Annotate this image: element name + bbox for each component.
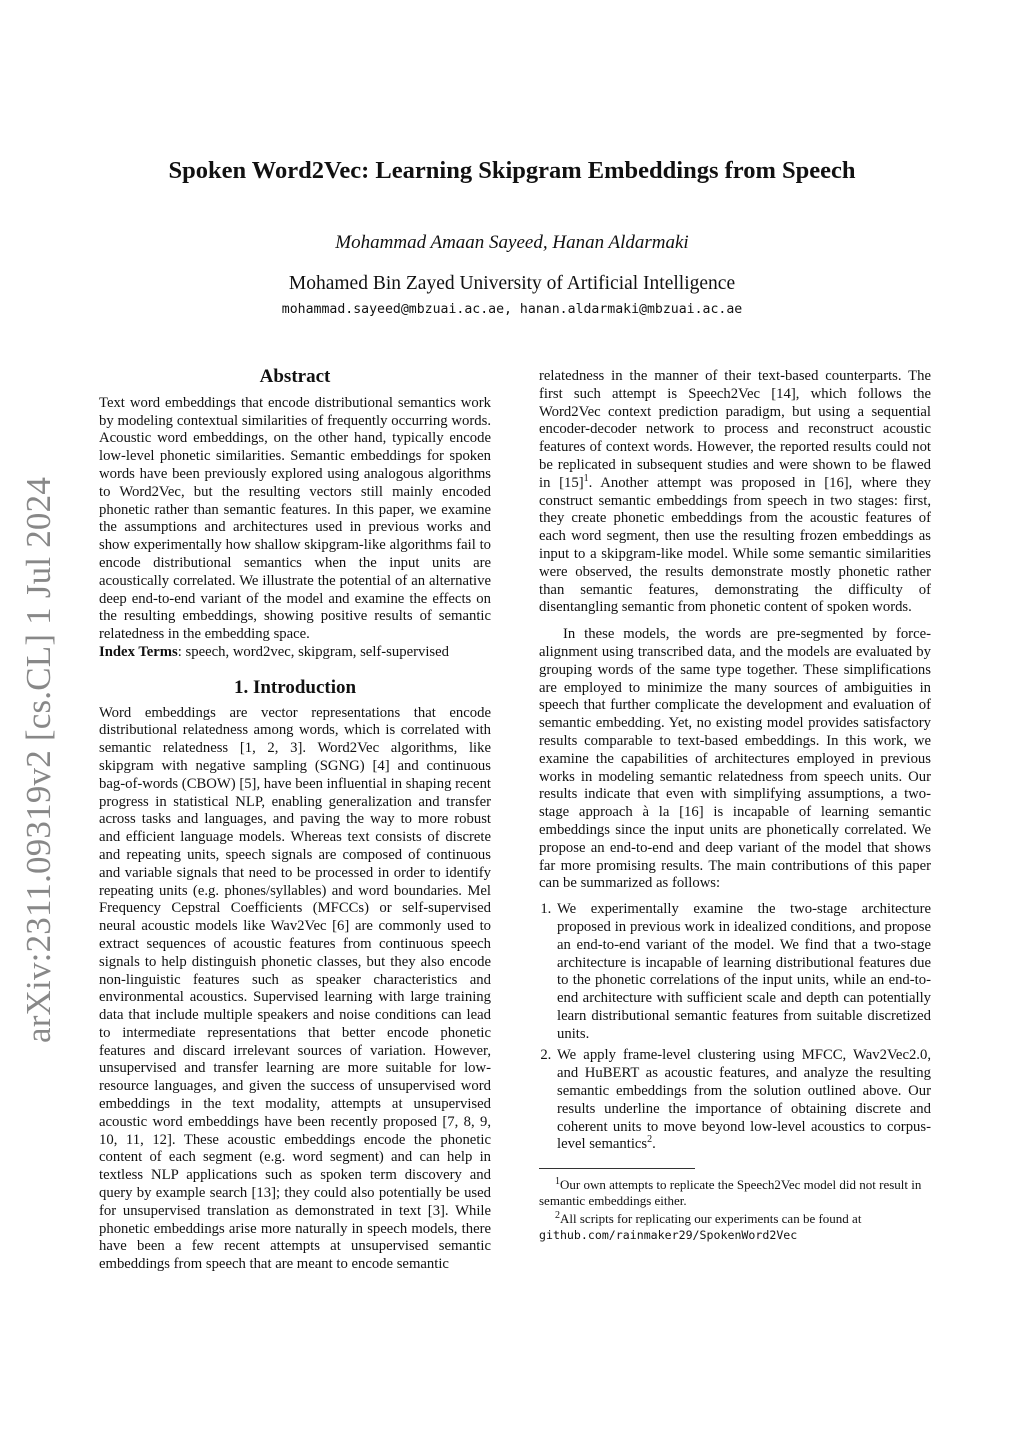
affiliation: Mohamed Bin Zayed University of Artificial Intelligence (288, 273, 736, 294)
footnote-2-mark: 2 (555, 1209, 560, 1221)
footnote-divider (539, 1168, 695, 1169)
author-list: Mohammad Amaan Sayeed, Hanan Aldarmaki (335, 232, 689, 253)
abstract-heading: Abstract (259, 366, 331, 387)
intro-paragraph-1-continued (539, 368, 931, 617)
right-column (539, 368, 931, 1245)
index-terms (99, 644, 491, 662)
footnote-2 (539, 1211, 931, 1243)
footnote-1 (539, 1177, 931, 1209)
arxiv-identifier-text: arXiv:2311.09319v2 [cs.CL] 1 Jul 2024 (19, 476, 58, 1044)
footnote-2-url: github.com/rainmaker29/SpokenWord2Vec (539, 1228, 798, 1243)
contribution-item: 1. We experimentally examine the two-stage architecture proposed in previous work in idealized conditions, and propose an end-to-end variant of the model. We find that a two-stage architecture is incapable of learning distributional features due to the phonetic correlations of the input units, while an end-to-end architecture with sufficient scale and depth can potentially learn distributional semantic features from suitable discretized units. (555, 901, 931, 1043)
paper-title: Spoken Word2Vec: Learning Skipgram Embeddings from Speech (168, 157, 856, 184)
contributions-list (539, 901, 931, 1154)
index-terms-label: Index Terms (99, 643, 178, 660)
abstract-text: Text word embeddings that encode distributional semantics work by modeling contextual similarities of frequently occurring words. Acoustic word embeddings, on the other hand, typically encode low-level phonetic similarities. Semantic embeddings for spoken words have been previously explored using analogous algorithms to Word2Vec, but the resulting vectors still mainly encoded phonetic rather than semantic features. In this paper, we examine the assumptions and architectures used in previous works and show experimentally how shallow skipgram-like algorithms fail to encode distributional semantics when the input units are acoustically correlated. We illustrate the potential of an alternative deep end-to-end variant of the model and examine the effects on the resulting embeddings, showing positive results of semantic relatedness in the embedding space. (99, 394, 491, 643)
footnote-2-text: All scripts for replicating our experiments can be found at (560, 1211, 862, 1227)
introduction-heading: 1. Introduction (233, 676, 357, 698)
author-emails: mohammad.sayeed@mbzuai.ac.ae, hanan.aldarmaki@mbzuai.ac.ae (281, 302, 743, 317)
intro-paragraph-1-text: Word embeddings are vector representations that encode distributional relatedness among words, which is correlated with semantic relatedness [1, 2, 3]. Word2Vec algorithms, like skipgram with negative sampling (SGNG) [4] and continuous bag-of-words (CBOW) [5], have been influential in shaping recent progress in statistical NLP, enabling generalization and transfer across tasks and languages, and paving the way to more robust and efficient language models. Whereas text consists of discrete and repeating units, speech signals are composed of continuous and variable signals that need to be processed in order to identify repeating units (e.g. phones/syllables) and word boundaries. Mel Frequency Cepstral Coefficients (MFCCs) or self-supervised neural acoustic models like Wav2Vec [6] are commonly used to extract sequences of acoustic features from continuous speech signals to help distinguish phonetic classes, but they also encode non-linguistic features such as speaker characteristics and environmental acoustics. Supervised learning with large training data that include multiple speakers and noise conditions can lead to intermediate representations that better encode phonetic features and discard irrelevant sources of variation. However, unsupervised and transfer learning are more suitable for low-resource languages, and given the success of unsupervised word embeddings in the text modality, attempts at unsupervised acoustic word embeddings have been recently proposed [7, 8, 9, 10, 11, 12]. These acoustic embeddings encode the phonetic content of each segment (e.g. word segment) and can help in textless NLP applications such as spoken term discovery and query by example search [13]; they could also potentially be used for unsupervised translation as demonstrated in text [3]. While phonetic embeddings arise more naturally in speech models, there have been a few recent attempts at unsupervised semantic embeddings from speech that are meant to encode semantic (99, 704, 491, 1273)
footnote-ref-1: 1 (583, 472, 589, 484)
index-terms-values: : speech, word2vec, skipgram, self-supervised (177, 643, 449, 660)
left-column (99, 368, 491, 1274)
intro-paragraph-1-tail: . Another attempt was proposed in [16], where they construct semantic embeddings from speech in two stages: first, they create phonetic embeddings from the acoustic features of each word segment, then use the resulting frozen embeddings as input to a skipgram-like model. While some semantic similarities were observed, the results demonstrate mostly phonetic rather than semantic features, demonstrating the difficulty of disentangling semantic from phonetic content of spoken words. (539, 474, 931, 616)
footnote-ref-2: 2 (647, 1134, 653, 1146)
contribution-item (555, 1047, 931, 1154)
contribution-2-text: We apply frame-level clustering using MFCC, Wav2Vec2.0, and HuBERT as acoustic features, and analyze the resulting semantic embeddings from the solution outlined above. Our results underline the importance of obtaining discrete and coherent units to move beyond low-level acoustics to corpus-level semantics (557, 1047, 931, 1153)
contribution-2-tail: . (652, 1136, 656, 1153)
intro-paragraph-1-text: relatedness in the manner of their text-based counterparts. The first such attempt is Speech2Vec [14], which follows the Word2Vec context prediction paradigm, but using a sequential encoder-decoder network to process and reconstruct acoustic features of context words. However, the reported results could not be replicated in subsequent studies and were shown to be flawed in [15] (539, 368, 931, 491)
footnote-1-text: Our own attempts to replicate the Speech2Vec model did not result in semantic embeddings either. (539, 1177, 922, 1209)
arxiv-identifier-stamp (14, 475, 64, 1045)
intro-paragraph-1 (99, 705, 491, 1275)
intro-paragraph-2: In these models, the words are pre-segmented by force-alignment using transcribed data, and the models are evaluated by grouping words of the same type together. These simplifications are employed to minimize the many sources of ambiguities in speech that further complicate the development and evaluation of semantic embedding. Yet, no existing model provides satisfactory results comparable to text-based embeddings. In this work, we examine the capabilities of architectures employed in previous works in modeling semantic relatedness from speech units. Our results indicate that even with simplifying assumptions, a two-stage approach à la [16] is incapable of learning semantic embeddings since the input units are phonetically correlated. We propose an end-to-end and deep variant of the model that shows far more promising results. The main contributions of this paper can be summarized as follows: (539, 626, 931, 892)
footnote-1-mark: 1 (555, 1175, 560, 1187)
